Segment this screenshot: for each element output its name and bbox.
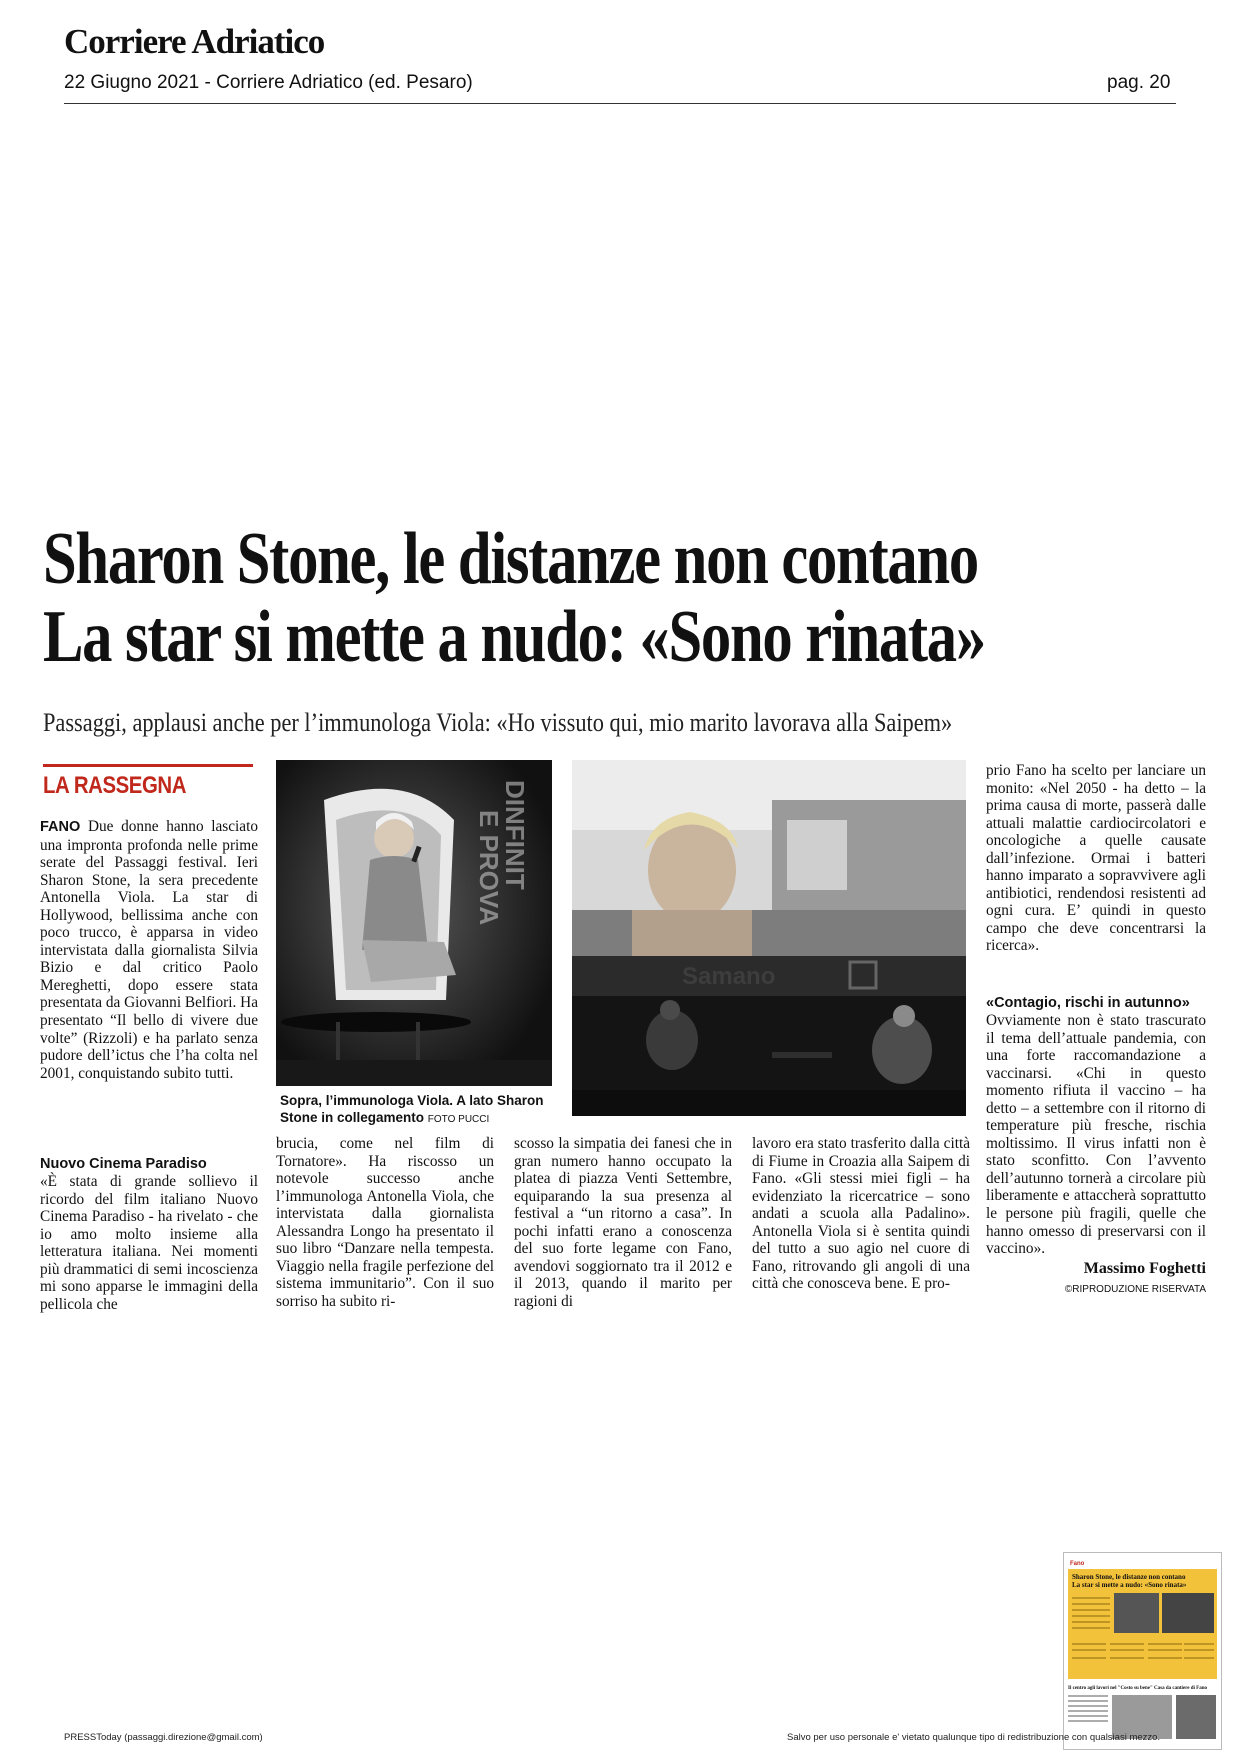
photo-credit: FOTO PUCCI — [427, 1114, 490, 1125]
headline-main: Sharon Stone, le distanze non contano — [43, 518, 978, 600]
article-column-4 — [752, 1135, 970, 1293]
article-column-1 — [40, 818, 258, 1082]
thumb-second-headline: Il centro agli lavori nel "Costo su bene" Casa da cantiere di Fano — [1068, 1686, 1207, 1691]
headline-second: La star si mette a nudo: «Sono rinata» — [43, 596, 985, 678]
lead-paragraph — [40, 818, 258, 1082]
publication-dateline: 22 Giugno 2021 - Corriere Adriatico (ed. Pesaro) — [64, 72, 473, 93]
page-number: pag. 20 — [1107, 72, 1171, 93]
thumb-headline-1: Sharon Stone, le distanze non contano — [1072, 1573, 1186, 1581]
body-paragraph: scosso la simpatia dei fanesi che in gran numero hanno occupato la platea di piazza Venti Settembre, equiparando la sua presenza al festival a “un ritorno a casa”. In pochi infatti erano a conoscenza del suo forte legame con Fano, avendovi soggiornato tra il 2012 e il 2013, quando il marito per ragioni di — [514, 1135, 732, 1310]
article-column-1-continued — [40, 1155, 258, 1313]
body-paragraph: «È stata di grande sollievo il ricordo del film italiano Nuovo Cinema Paradiso - ha rivelato - che io amo molto insieme alla letteratura italiana. Nei momenti più drammatici di semi incoscienza mi sono apparse le immagini della pellicola che — [40, 1173, 258, 1313]
article-column-2 — [276, 1135, 494, 1310]
section-label-text: LA RASSEGNA — [43, 772, 187, 799]
page-thumbnail — [1063, 1552, 1222, 1750]
svg-text:DINFINIT: DINFINIT — [500, 780, 530, 890]
photo-sharon-stone-video — [572, 760, 966, 1116]
thumb-kicker: Fano — [1070, 1561, 1085, 1567]
page-thumbnail-preview — [1064, 1553, 1221, 1749]
section-label — [43, 764, 253, 804]
author-signature: Massimo Foghetti — [1083, 1259, 1206, 1277]
body-paragraph: lavoro era stato trasferito dalla città di Fiume in Croazia alla Saipem di Fano. «Gli stessi miei figli – ha evidenziato la ricercatrice – sono andati a scuola alla Padalino». Antonella Viola si è sentita quindi del tutto a suo agio nel cuore di Fano, ritrovando gli angoli di una città che conosceva bene. E pro- — [752, 1135, 970, 1293]
inline-subhead-contagio: «Contagio, rischi in autunno» — [986, 995, 1190, 1011]
footer-disclaimer: Salvo per uso personale e' vietato qualunque tipo di redistribuzione con qualsiasi mezzo. — [787, 1732, 1161, 1743]
article-column-5 — [986, 762, 1206, 955]
masthead-logo: Corriere Adriatico — [64, 22, 325, 61]
header-divider — [64, 103, 1176, 104]
photo-antonella-viola — [276, 760, 552, 1086]
svg-text:Samano: Samano — [682, 963, 776, 990]
thumb-headline-2: La star si mette a nudo: «Sono rinata» — [1072, 1581, 1187, 1589]
section-rule — [43, 764, 253, 767]
photo-stone-illustration — [572, 760, 966, 1116]
copyright-notice: ©RIPRODUZIONE RISERVATA — [1064, 1284, 1206, 1296]
article-column-5-continued — [986, 994, 1206, 1299]
lead-text: Due donne hanno lasciato una impronta profonda nelle prime serate del Passaggi festival. Ieri Sharon Stone, la sera precedente Antonella Viola. La star di Hollywood, bellissima anche con poco trucco, è apparsa in video intervistata dalla giornalista Silvia Bizio e dal critico Paolo Mereghetti, dopo essere stata presentata da Giovanni Belfiori. Ha presentato “Il bello di vivere due volte” (Rizzoli) e ha parlato senza pudore dell’ictus che l’ha colta nel 2001, conquistando subito tutti. — [40, 818, 258, 1082]
subheadline: Passaggi, applausi anche per l’immunologa Viola: «Ho vissuto qui, mio marito lavorava alla Saipem» — [43, 708, 953, 737]
photo-viola-illustration — [276, 760, 552, 1086]
article-column-3 — [514, 1135, 732, 1310]
body-paragraph: prio Fano ha scelto per lanciare un monito: «Nel 2050 - ha detto – la prima causa di morte, passerà dalle attuali malattie cardiocircolatori e oncologiche a quelle causate dall’infezione. Ormai i batteri hanno imparato a sopravvivere agli antibiotici, rendendosi resistenti ad ogni cura. E’ quindi in questo campo che deve concentrarsi la ricerca». — [986, 762, 1206, 955]
inline-subhead-cinema-paradiso: Nuovo Cinema Paradiso — [40, 1156, 207, 1172]
caption-text: Sopra, l’immunologa Viola. A lato Sharon Stone in collegamento — [280, 1093, 544, 1125]
body-paragraph: Ovviamente non è stato trascurato il tema dell’attuale pandemia, con una forte raccomandazione a vaccinarsi. «Chi in questo momento rifiuta il vaccino – ha detto – a settembre con il ritorno di temperature più fresche, rischia moltissimo. Il virus infatti non è stato sconfitto. Con l’avvento dell’autunno tornerà a circolare più liberamente e attaccherà soprattutto le persone più fragili, quelle che hanno omesso di preservarsi con il vaccino». — [986, 1012, 1206, 1258]
svg-text:E PROVA: E PROVA — [474, 810, 504, 926]
photo-caption — [280, 1092, 560, 1128]
dateline-city: FANO — [40, 819, 81, 835]
body-paragraph: brucia, come nel film di Tornatore». Ha riscosso un notevole successo anche l’immunologa Antonella Viola, che intervistata dalla giornalista Alessandra Longo ha presentato il suo libro “Danzare nella tempesta. Viaggio nella fragile perfezione del sistema immunitario”. Con il suo sorriso ha subito ri- — [276, 1135, 494, 1310]
footer-source: PRESSToday (passaggi.direzione@gmail.com) — [64, 1732, 263, 1743]
